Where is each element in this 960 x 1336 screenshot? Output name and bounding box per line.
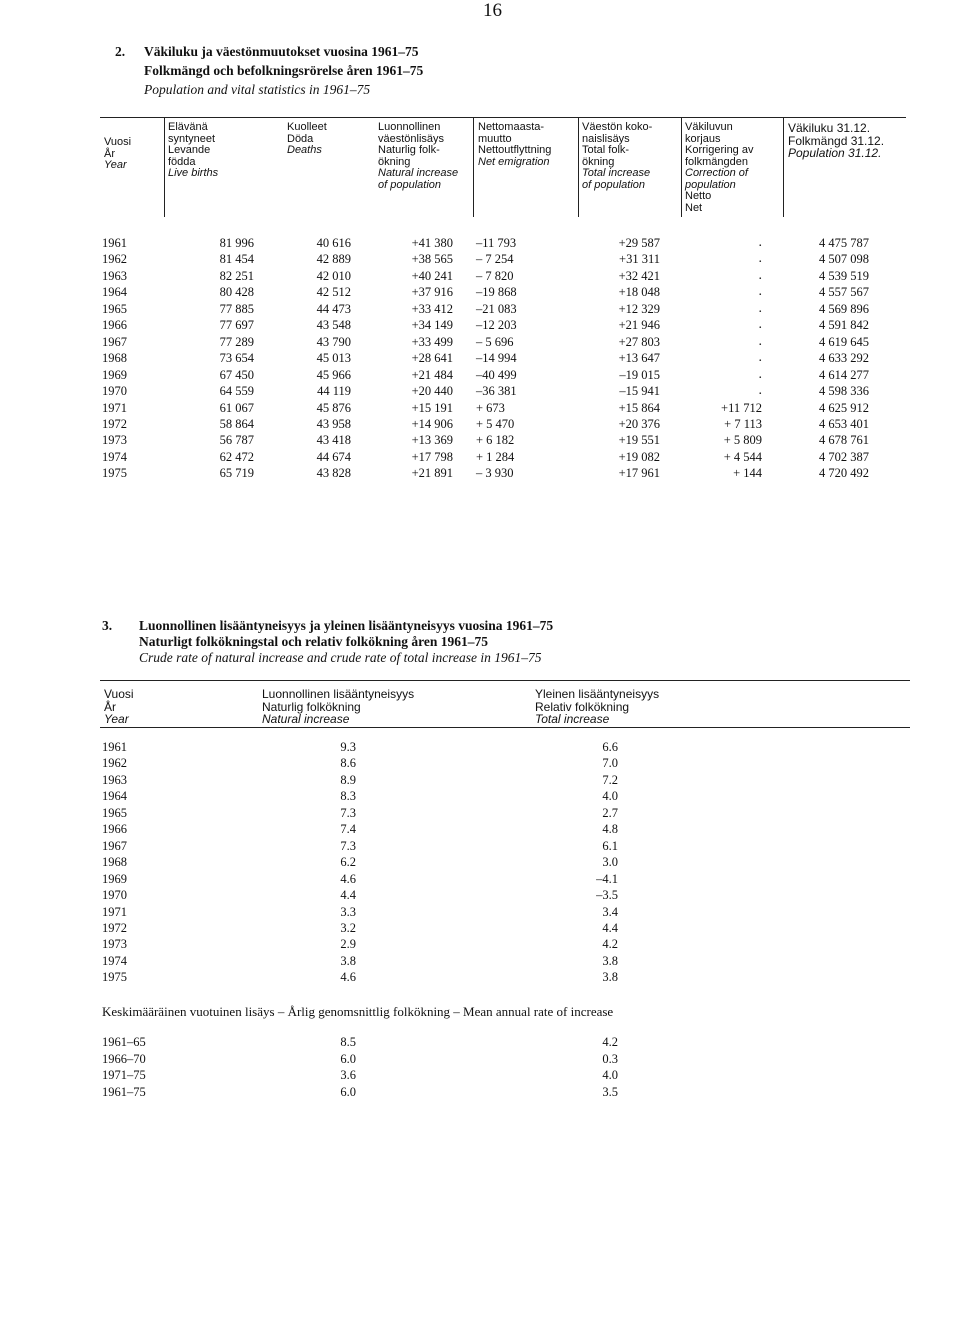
total-rate-cell: 3.8 <box>602 970 618 985</box>
table3-row <box>0 969 960 985</box>
correction-cell: + 7 113 <box>724 416 762 431</box>
table2-row <box>0 449 960 465</box>
year-cell: 1968 <box>102 855 127 870</box>
net-emigration-cell: – 3 930 <box>476 466 514 481</box>
mean-rate-title: Keskimääräinen vuotuinen lisäys – Årlig genomsnittlig folkökning – Mean annual rate of increase <box>102 1004 614 1019</box>
table2-top-rule <box>100 117 906 118</box>
natural-increase-cell: +38 565 <box>411 252 453 267</box>
correction-cell: . <box>758 300 762 316</box>
total-rate-cell: 3.0 <box>602 855 618 870</box>
table2-row <box>0 400 960 416</box>
natural-rate-cell: 2.9 <box>340 937 356 952</box>
table3-header-total: Yleinen lisääntyneisyys Relativ folkökning Total increase <box>535 687 660 726</box>
total-rate-cell: 3.5 <box>602 1084 618 1099</box>
net-emigration-cell: + 1 284 <box>476 449 515 464</box>
table3-row <box>0 871 960 887</box>
population-cell: 4 598 336 <box>819 384 869 399</box>
total-rate-cell: –3.5 <box>596 888 618 903</box>
table3-row <box>0 755 960 771</box>
year-cell: 1969 <box>102 871 127 886</box>
table2-row <box>0 301 960 317</box>
deaths-cell: 45 013 <box>316 351 351 366</box>
table2-row <box>0 268 960 284</box>
births-cell: 77 885 <box>219 301 254 316</box>
year-cell: 1964 <box>102 789 127 804</box>
population-cell: 4 633 292 <box>819 351 869 366</box>
table3-title-sv: Naturligt folkökningstal och relativ folkökning åren 1961–75 <box>139 634 489 649</box>
total-increase-cell: +17 961 <box>618 466 660 481</box>
year-cell: 1971 <box>102 400 127 415</box>
births-cell: 67 450 <box>219 367 254 382</box>
year-cell: 1963 <box>102 772 127 787</box>
total-increase-cell: +21 946 <box>618 318 660 333</box>
period-cell: 1961–65 <box>102 1035 146 1049</box>
net-emigration-cell: –36 381 <box>476 384 517 399</box>
net-emigration-cell: –12 203 <box>476 318 517 333</box>
total-rate-cell: 4.0 <box>602 789 618 804</box>
total-increase-cell: +13 647 <box>618 351 660 366</box>
total-increase-cell: +18 048 <box>618 285 660 300</box>
natural-rate-cell: 6.0 <box>340 1051 356 1066</box>
year-cell: 1975 <box>102 970 127 985</box>
population-cell: 4 539 519 <box>819 268 869 283</box>
year-cell: 1964 <box>102 285 127 300</box>
population-cell: 4 653 401 <box>819 416 869 431</box>
population-cell: 4 678 761 <box>819 433 869 448</box>
year-cell: 1968 <box>102 351 127 366</box>
total-increase-cell: +27 803 <box>618 334 660 349</box>
net-emigration-cell: + 6 182 <box>476 433 515 448</box>
births-cell: 77 697 <box>219 318 254 333</box>
births-cell: 73 654 <box>219 351 254 366</box>
births-cell: 65 719 <box>219 466 254 481</box>
table3-row <box>0 805 960 821</box>
year-cell: 1972 <box>102 920 127 935</box>
natural-increase-cell: +17 798 <box>411 449 453 464</box>
population-cell: 4 614 277 <box>819 367 869 382</box>
natural-rate-cell: 4.6 <box>340 871 356 886</box>
births-cell: 82 251 <box>219 268 254 283</box>
total-increase-cell: +31 311 <box>619 252 660 267</box>
natural-rate-cell: 7.4 <box>340 822 356 837</box>
year-cell: 1973 <box>102 433 127 448</box>
total-rate-cell: 7.2 <box>602 772 618 787</box>
total-rate-cell: 4.2 <box>602 1035 618 1049</box>
table3-row <box>0 772 960 788</box>
births-cell: 62 472 <box>219 449 254 464</box>
natural-increase-cell: +34 149 <box>411 318 453 333</box>
period-cell: 1961–75 <box>102 1084 146 1099</box>
mean-rate-row <box>0 1067 960 1083</box>
table3-row <box>0 788 960 804</box>
correction-cell: . <box>758 235 762 250</box>
natural-rate-cell: 7.3 <box>340 838 356 853</box>
correction-cell: +11 712 <box>721 400 762 415</box>
year-cell: 1974 <box>102 449 127 464</box>
table2-row <box>0 432 960 448</box>
net-emigration-cell: – 7 820 <box>476 268 514 283</box>
natural-increase-cell: +41 380 <box>411 236 453 250</box>
total-increase-cell: +19 551 <box>618 433 660 448</box>
table3-header-year: Vuosi År Year <box>104 687 134 726</box>
table2-header-births: Elävänä syntyneet Levande födda Live births <box>168 121 219 179</box>
natural-rate-cell: 8.5 <box>340 1035 356 1049</box>
births-cell: 77 289 <box>219 334 254 349</box>
natural-rate-cell: 8.9 <box>340 772 356 787</box>
table2-row <box>0 317 960 333</box>
population-cell: 4 619 645 <box>819 334 869 349</box>
total-rate-cell: 4.4 <box>602 920 618 935</box>
natural-rate-cell: 3.2 <box>340 920 356 935</box>
deaths-cell: 44 674 <box>316 449 351 464</box>
net-emigration-cell: –14 994 <box>476 351 517 366</box>
natural-increase-cell: +21 891 <box>411 466 453 481</box>
table2-col-divider <box>473 117 474 217</box>
population-cell: 4 625 912 <box>819 400 869 415</box>
population-cell: 4 569 896 <box>819 301 869 316</box>
correction-cell: . <box>758 251 762 267</box>
total-rate-cell: 3.4 <box>602 904 618 919</box>
correction-cell: . <box>758 317 762 333</box>
total-rate-cell: 6.1 <box>602 838 618 853</box>
page-number: 16 <box>483 0 502 21</box>
correction-cell: . <box>758 366 762 382</box>
total-increase-cell: +29 587 <box>618 236 660 250</box>
deaths-cell: 43 418 <box>316 433 351 448</box>
natural-increase-cell: +28 641 <box>411 351 453 366</box>
table3-title-fi: Luonnollinen lisääntyneisyys ja yleinen lisääntyneisyys vuosina 1961–75 <box>139 618 554 633</box>
table2-col-divider <box>164 117 165 217</box>
natural-rate-cell: 8.3 <box>340 789 356 804</box>
table2-row <box>0 251 960 267</box>
table2-row <box>0 383 960 399</box>
year-cell: 1962 <box>102 756 127 771</box>
table2-header-correction: Väkiluvun korjaus Korrigering av folkmängden Correction of population Netto Net <box>685 121 754 214</box>
table2-header-deaths: Kuolleet Döda Deaths <box>287 121 327 156</box>
table2-col-divider <box>681 117 682 217</box>
year-cell: 1961 <box>102 740 127 754</box>
total-increase-cell: +32 421 <box>618 268 660 283</box>
table3-row <box>0 887 960 903</box>
natural-rate-cell: 3.8 <box>340 953 356 968</box>
net-emigration-cell: –40 499 <box>476 367 517 382</box>
deaths-cell: 40 616 <box>316 236 351 250</box>
table2-title-en: Population and vital statistics in 1961–75 <box>144 82 371 97</box>
natural-increase-cell: +37 916 <box>411 285 453 300</box>
deaths-cell: 42 010 <box>316 268 351 283</box>
births-cell: 56 787 <box>219 433 254 448</box>
table2-row <box>0 465 960 481</box>
year-cell: 1973 <box>102 937 127 952</box>
table3-row <box>0 936 960 952</box>
deaths-cell: 45 876 <box>316 400 351 415</box>
natural-increase-cell: +33 412 <box>411 301 453 316</box>
mean-rate-row <box>0 1084 960 1100</box>
correction-cell: . <box>758 333 762 349</box>
net-emigration-cell: –21 083 <box>476 301 517 316</box>
table3-row <box>0 838 960 854</box>
population-cell: 4 720 492 <box>819 466 869 481</box>
total-increase-cell: +20 376 <box>618 416 660 431</box>
table2-row <box>0 235 960 251</box>
natural-rate-cell: 8.6 <box>340 756 356 771</box>
table3-header-natural: Luonnollinen lisääntyneisyys Naturlig folkökning Natural increase <box>262 687 415 726</box>
table3-number: 3. <box>102 618 113 633</box>
population-cell: 4 557 567 <box>819 285 869 300</box>
natural-rate-cell: 3.6 <box>340 1068 356 1082</box>
total-increase-cell: –19 015 <box>619 367 660 382</box>
table3-row <box>0 739 960 755</box>
net-emigration-cell: – 5 696 <box>476 334 514 349</box>
correction-cell: + 4 544 <box>723 449 762 464</box>
total-increase-cell: +15 864 <box>618 400 660 415</box>
natural-increase-cell: +15 191 <box>411 400 453 415</box>
natural-increase-cell: +33 499 <box>411 334 453 349</box>
table2-number: 2. <box>115 44 126 59</box>
mean-rate-row <box>0 1034 960 1050</box>
total-increase-cell: +19 082 <box>618 449 660 464</box>
table3-row <box>0 821 960 837</box>
deaths-cell: 45 966 <box>316 367 351 382</box>
total-rate-cell: 4.0 <box>602 1068 618 1082</box>
year-cell: 1972 <box>102 416 127 431</box>
year-cell: 1965 <box>102 301 127 316</box>
deaths-cell: 42 889 <box>316 252 351 267</box>
mean-rate-row <box>0 1051 960 1067</box>
natural-increase-cell: +13 369 <box>411 433 453 448</box>
year-cell: 1969 <box>102 367 127 382</box>
total-rate-cell: 0.3 <box>602 1051 618 1066</box>
table2-header-population: Väkiluku 31.12. Folkmängd 31.12. Population 31.12. <box>788 121 885 160</box>
table3-top-rule <box>100 680 910 681</box>
table2-header-natural: Luonnollinen väestönlisäys Naturlig folk- ökning Natural increase of population <box>378 121 459 191</box>
births-cell: 81 996 <box>219 236 254 250</box>
total-increase-cell: –15 941 <box>619 384 660 399</box>
table2-row <box>0 367 960 383</box>
year-cell: 1967 <box>102 838 127 853</box>
population-cell: 4 702 387 <box>819 449 869 464</box>
year-cell: 1967 <box>102 334 127 349</box>
natural-rate-cell: 7.3 <box>340 805 356 820</box>
table3-row <box>0 904 960 920</box>
natural-increase-cell: +14 906 <box>411 416 453 431</box>
population-cell: 4 507 098 <box>819 252 869 267</box>
deaths-cell: 44 119 <box>317 384 351 399</box>
natural-rate-cell: 9.3 <box>340 740 356 754</box>
deaths-cell: 43 958 <box>316 416 351 431</box>
net-emigration-cell: –19 868 <box>476 285 517 300</box>
year-cell: 1966 <box>102 318 127 333</box>
period-cell: 1971–75 <box>102 1068 146 1082</box>
deaths-cell: 44 473 <box>316 301 351 316</box>
natural-rate-cell: 3.3 <box>340 904 356 919</box>
table3-header-rule <box>100 727 910 728</box>
natural-rate-cell: 4.4 <box>340 888 356 903</box>
natural-increase-cell: +40 241 <box>411 268 453 283</box>
natural-rate-cell: 6.2 <box>340 855 356 870</box>
table2-row <box>0 416 960 432</box>
year-cell: 1970 <box>102 384 127 399</box>
net-emigration-cell: + 673 <box>476 400 505 415</box>
correction-cell: . <box>758 267 762 283</box>
year-cell: 1966 <box>102 822 127 837</box>
births-cell: 61 067 <box>219 400 254 415</box>
deaths-cell: 42 512 <box>316 285 351 300</box>
natural-rate-cell: 6.0 <box>340 1084 356 1099</box>
correction-cell: . <box>758 350 762 366</box>
table2-title-sv: Folkmängd och befolkningsrörelse åren 1961–75 <box>144 63 424 78</box>
period-cell: 1966–70 <box>102 1051 146 1066</box>
year-cell: 1963 <box>102 268 127 283</box>
correction-cell: . <box>758 383 762 399</box>
table2-row <box>0 350 960 366</box>
births-cell: 81 454 <box>219 252 254 267</box>
table2-header-total: Väestön koko- naislisäys Total folk- ökning Total increase of population <box>582 121 653 191</box>
births-cell: 80 428 <box>219 285 254 300</box>
total-rate-cell: –4.1 <box>596 871 618 886</box>
year-cell: 1961 <box>102 236 127 250</box>
net-emigration-cell: – 7 254 <box>476 252 514 267</box>
table3-row <box>0 953 960 969</box>
natural-increase-cell: +21 484 <box>411 367 453 382</box>
correction-cell: + 144 <box>733 466 762 481</box>
total-rate-cell: 6.6 <box>602 740 618 754</box>
total-rate-cell: 2.7 <box>602 805 618 820</box>
table2-header-migration: Nettomaasta- muutto Nettoutflyttning Net emigration <box>478 121 552 168</box>
total-rate-cell: 3.8 <box>602 953 618 968</box>
population-cell: 4 475 787 <box>819 236 869 250</box>
net-emigration-cell: –11 793 <box>476 236 517 250</box>
deaths-cell: 43 548 <box>316 318 351 333</box>
total-rate-cell: 4.2 <box>602 937 618 952</box>
year-cell: 1962 <box>102 252 127 267</box>
table3-row <box>0 920 960 936</box>
year-cell: 1971 <box>102 904 127 919</box>
table2-title-fi: Väkiluku ja väestönmuutokset vuosina 1961–75 <box>144 44 419 59</box>
table2-row <box>0 284 960 300</box>
total-increase-cell: +12 329 <box>618 301 660 316</box>
year-cell: 1965 <box>102 805 127 820</box>
year-cell: 1975 <box>102 466 127 481</box>
year-cell: 1974 <box>102 953 127 968</box>
table3-row <box>0 854 960 870</box>
total-rate-cell: 4.8 <box>602 822 618 837</box>
table2-header-year: Vuosi År Year <box>104 136 132 171</box>
correction-cell: . <box>758 284 762 300</box>
deaths-cell: 43 828 <box>316 466 351 481</box>
year-cell: 1970 <box>102 888 127 903</box>
table3-title-en: Crude rate of natural increase and crude rate of total increase in 1961–75 <box>139 650 542 665</box>
total-rate-cell: 7.0 <box>602 756 618 771</box>
deaths-cell: 43 790 <box>316 334 351 349</box>
population-cell: 4 591 842 <box>819 318 869 333</box>
births-cell: 58 864 <box>219 416 254 431</box>
natural-rate-cell: 4.6 <box>340 970 356 985</box>
table2-row <box>0 334 960 350</box>
table2-col-divider <box>578 117 579 217</box>
correction-cell: + 5 809 <box>723 433 762 448</box>
table2-col-divider <box>783 117 784 217</box>
natural-increase-cell: +20 440 <box>411 384 453 399</box>
births-cell: 64 559 <box>219 384 254 399</box>
net-emigration-cell: + 5 470 <box>476 416 515 431</box>
